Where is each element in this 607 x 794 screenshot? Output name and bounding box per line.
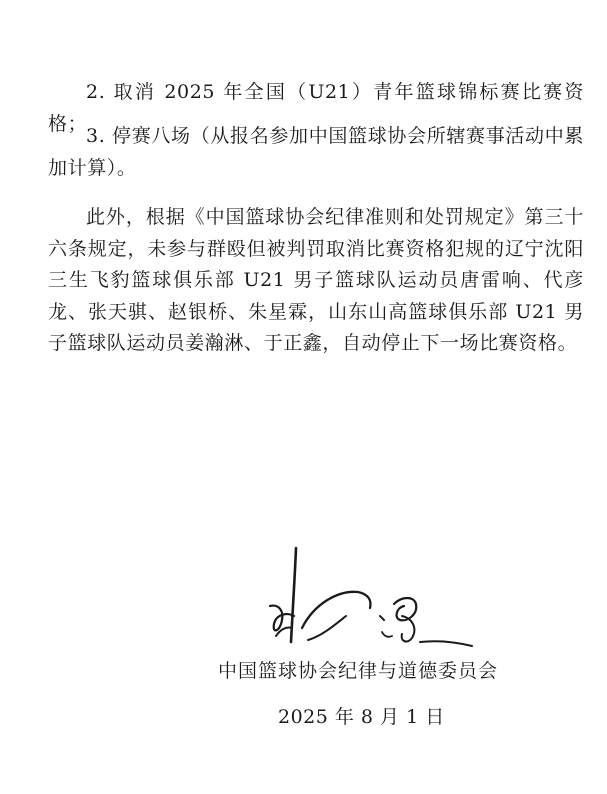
issue-date: 2025 年 8 月 1 日 xyxy=(278,706,445,728)
handwritten-signature xyxy=(262,544,477,656)
issuer-name: 中国篮球协会纪律与道德委员会 xyxy=(218,660,499,682)
paragraph-item-2: 2. 取消 2025 年全国（U21）青年篮球锦标赛比赛资格； xyxy=(48,81,584,135)
paragraph-additional-ruling: 此外，根据《中国篮球协会纪律准则和处罚规定》第三十六条规定，未参与群殴但被判罚取消比赛资格犯规的辽宁沈阳三生飞豹篮球俱乐部 U21 男子篮球队运动员唐雷响、代彦龙、张天骐、赵银桥、朱星霖，山东山高篮球俱乐部 U21 男子篮球队运动员姜瀚淋、于正鑫，自动停止下一场比赛资格。 xyxy=(48,206,584,354)
paragraph-item-3: 3. 停赛八场（从报名参加中国篮球协会所辖赛事活动中累加计算）。 xyxy=(48,125,584,179)
